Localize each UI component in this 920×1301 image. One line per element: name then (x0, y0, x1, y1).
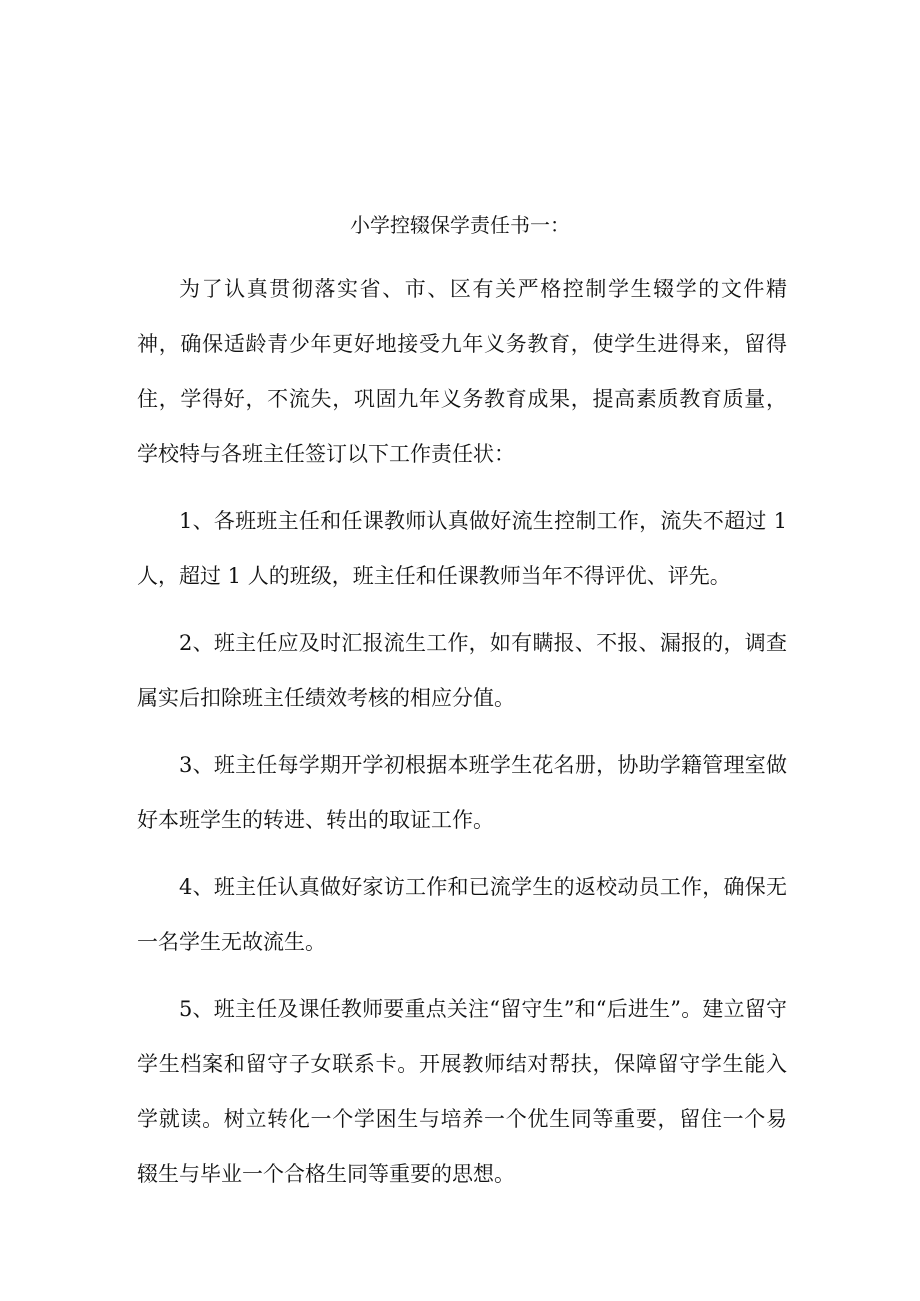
document-body (137, 262, 787, 1214)
clause-3-paragraph: 3、班主任每学期开学初根据本班学生花名册，协助学籍管理室做好本班学生的转进、转出的取证工作。 (137, 753, 787, 832)
clause-4-paragraph: 4、班主任认真做好家访工作和已流学生的返校动员工作，确保无一名学生无故流生。 (137, 875, 787, 954)
clause-2-paragraph: 2、班主任应及时汇报流生工作，如有瞒报、不报、漏报的，调查属实后扣除班主任绩效考核的相应分值。 (137, 631, 787, 710)
clause-1-paragraph: 1、各班班主任和任课教师认真做好流生控制工作，流失不超过 1 人，超过 1 人的班级，班主任和任课教师当年不得评优、评先。 (137, 509, 787, 588)
document-title: 小学控辍保学责任书一： (350, 213, 570, 237)
clause-5-paragraph: 5、班主任及课任教师要重点关注“留守生”和“后进生”。建立留守学生档案和留守子女联系卡。开展教师结对帮扶，保障留守学生能入学就读。树立转化一个学困生与培养一个优生同等重要，留住一个易辍生与毕业一个合格生同等重要的思想。 (137, 997, 787, 1186)
intro-paragraph: 为了认真贯彻落实省、市、区有关严格控制学生辍学的文件精神，确保适龄青少年更好地接受九年义务教育，使学生进得来，留得住，学得好，不流失，巩固九年义务教育成果，提高素质教育质量，学校特与各班主任签订以下工作责任状： (137, 277, 787, 466)
